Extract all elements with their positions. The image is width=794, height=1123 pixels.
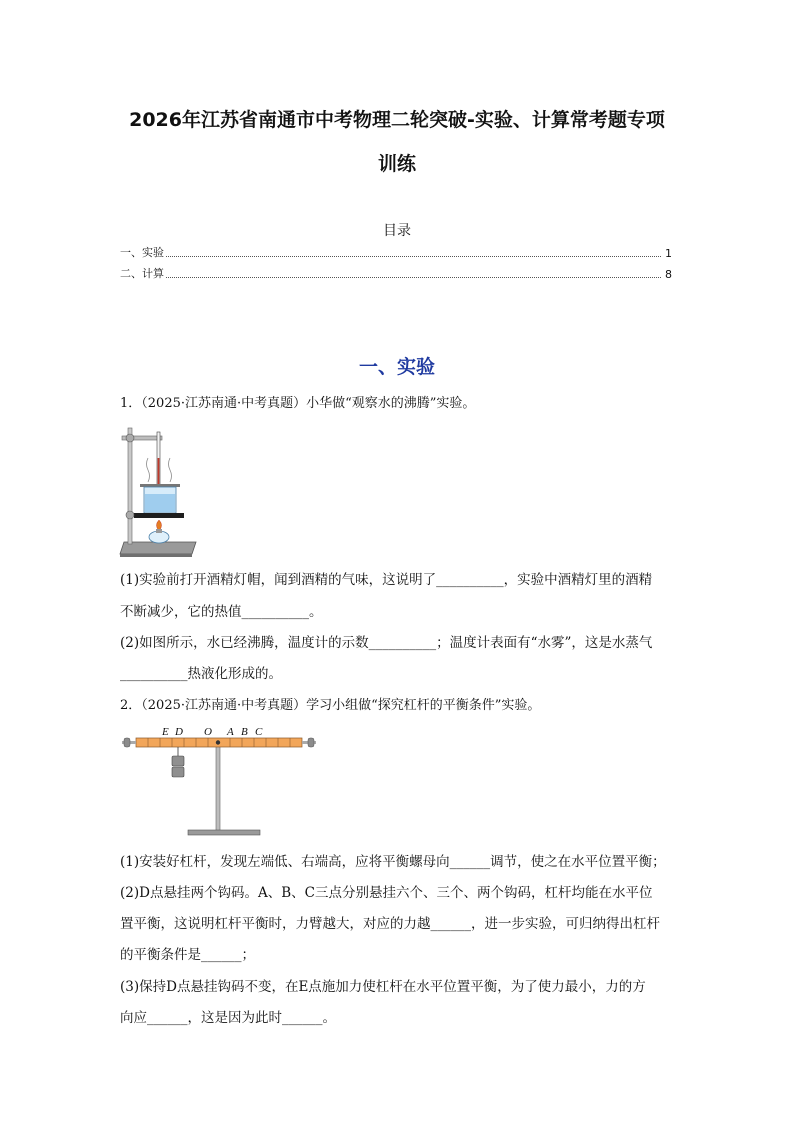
toc-entry-page: 8 <box>665 268 672 281</box>
question-2-part-2-line-1: (2)D点悬挂两个钩码。A、B、C三点分别悬挂六个、三个、两个钩码，杠杆均能在水平位 <box>120 885 653 901</box>
boiling-water-apparatus-figure <box>118 424 200 558</box>
toc-entry-experiment[interactable] <box>120 244 672 260</box>
lever-balance-figure <box>118 722 324 844</box>
question-2-part-2-line-3: 的平衡条件是______； <box>120 947 255 963</box>
toc-entry-label: 二、计算 <box>120 267 164 280</box>
toc-entry-page: 1 <box>665 247 672 260</box>
lever-label-C: C <box>255 726 263 738</box>
section-heading: 一、实验 <box>358 356 435 378</box>
question-1-part-2-line-1: (2)如图所示，水已经沸腾，温度计的示数__________；温度计表面有“水雾”，这是水蒸气 <box>120 635 653 651</box>
question-1-stem: 1．（2025·江苏南通·中考真题）小华做“观察水的沸腾”实验。 <box>120 396 476 411</box>
toc-entry-label: 一、实验 <box>120 246 164 259</box>
question-2-part-2-line-2: 置平衡，这说明杠杆平衡时，力臂越大，对应的力越______，进一步实验，可归纳得出杠杆 <box>120 916 660 932</box>
lever-label-D: D <box>175 726 183 738</box>
question-2-part-3-line-1: (3)保持D点悬挂钩码不变，在E点施加力使杠杆在水平位置平衡，为了使力最小，力的方 <box>120 979 646 995</box>
question-2-part-1: (1)安装好杠杆，发现左端低、右端高，应将平衡螺母向______调节，使之在水平位置平衡； <box>120 854 666 870</box>
lever-label-B: B <box>241 726 248 738</box>
question-2-part-3-line-2: 向应______，这是因为此时______。 <box>120 1010 336 1026</box>
question-1-part-1-line-1: (1)实验前打开酒精灯帽，闻到酒精的气味，这说明了__________，实验中酒精灯里的酒精 <box>120 572 653 588</box>
lever-label-A: A <box>227 726 234 738</box>
toc-heading: 目录 <box>383 223 411 239</box>
toc-leader-dots <box>166 277 661 278</box>
lever-label-E: E <box>162 726 169 738</box>
toc-leader-dots <box>166 256 661 257</box>
question-1-part-1-line-2: 不断减少，它的热值__________。 <box>120 604 323 620</box>
document-title <box>60 98 734 186</box>
toc-entry-calculation[interactable] <box>120 265 672 281</box>
lever-label-O: O <box>204 726 212 738</box>
question-1-part-2-line-2: __________热液化形成的。 <box>120 666 282 682</box>
document-title-line-2: 训练 <box>377 153 416 175</box>
question-2-stem: 2．（2025·江苏南通·中考真题）学习小组做“探究杠杆的平衡条件”实验。 <box>120 698 541 713</box>
document-title-line-1: 2026年江苏省南通市中考物理二轮突破-实验、计算常考题专项 <box>129 109 665 131</box>
